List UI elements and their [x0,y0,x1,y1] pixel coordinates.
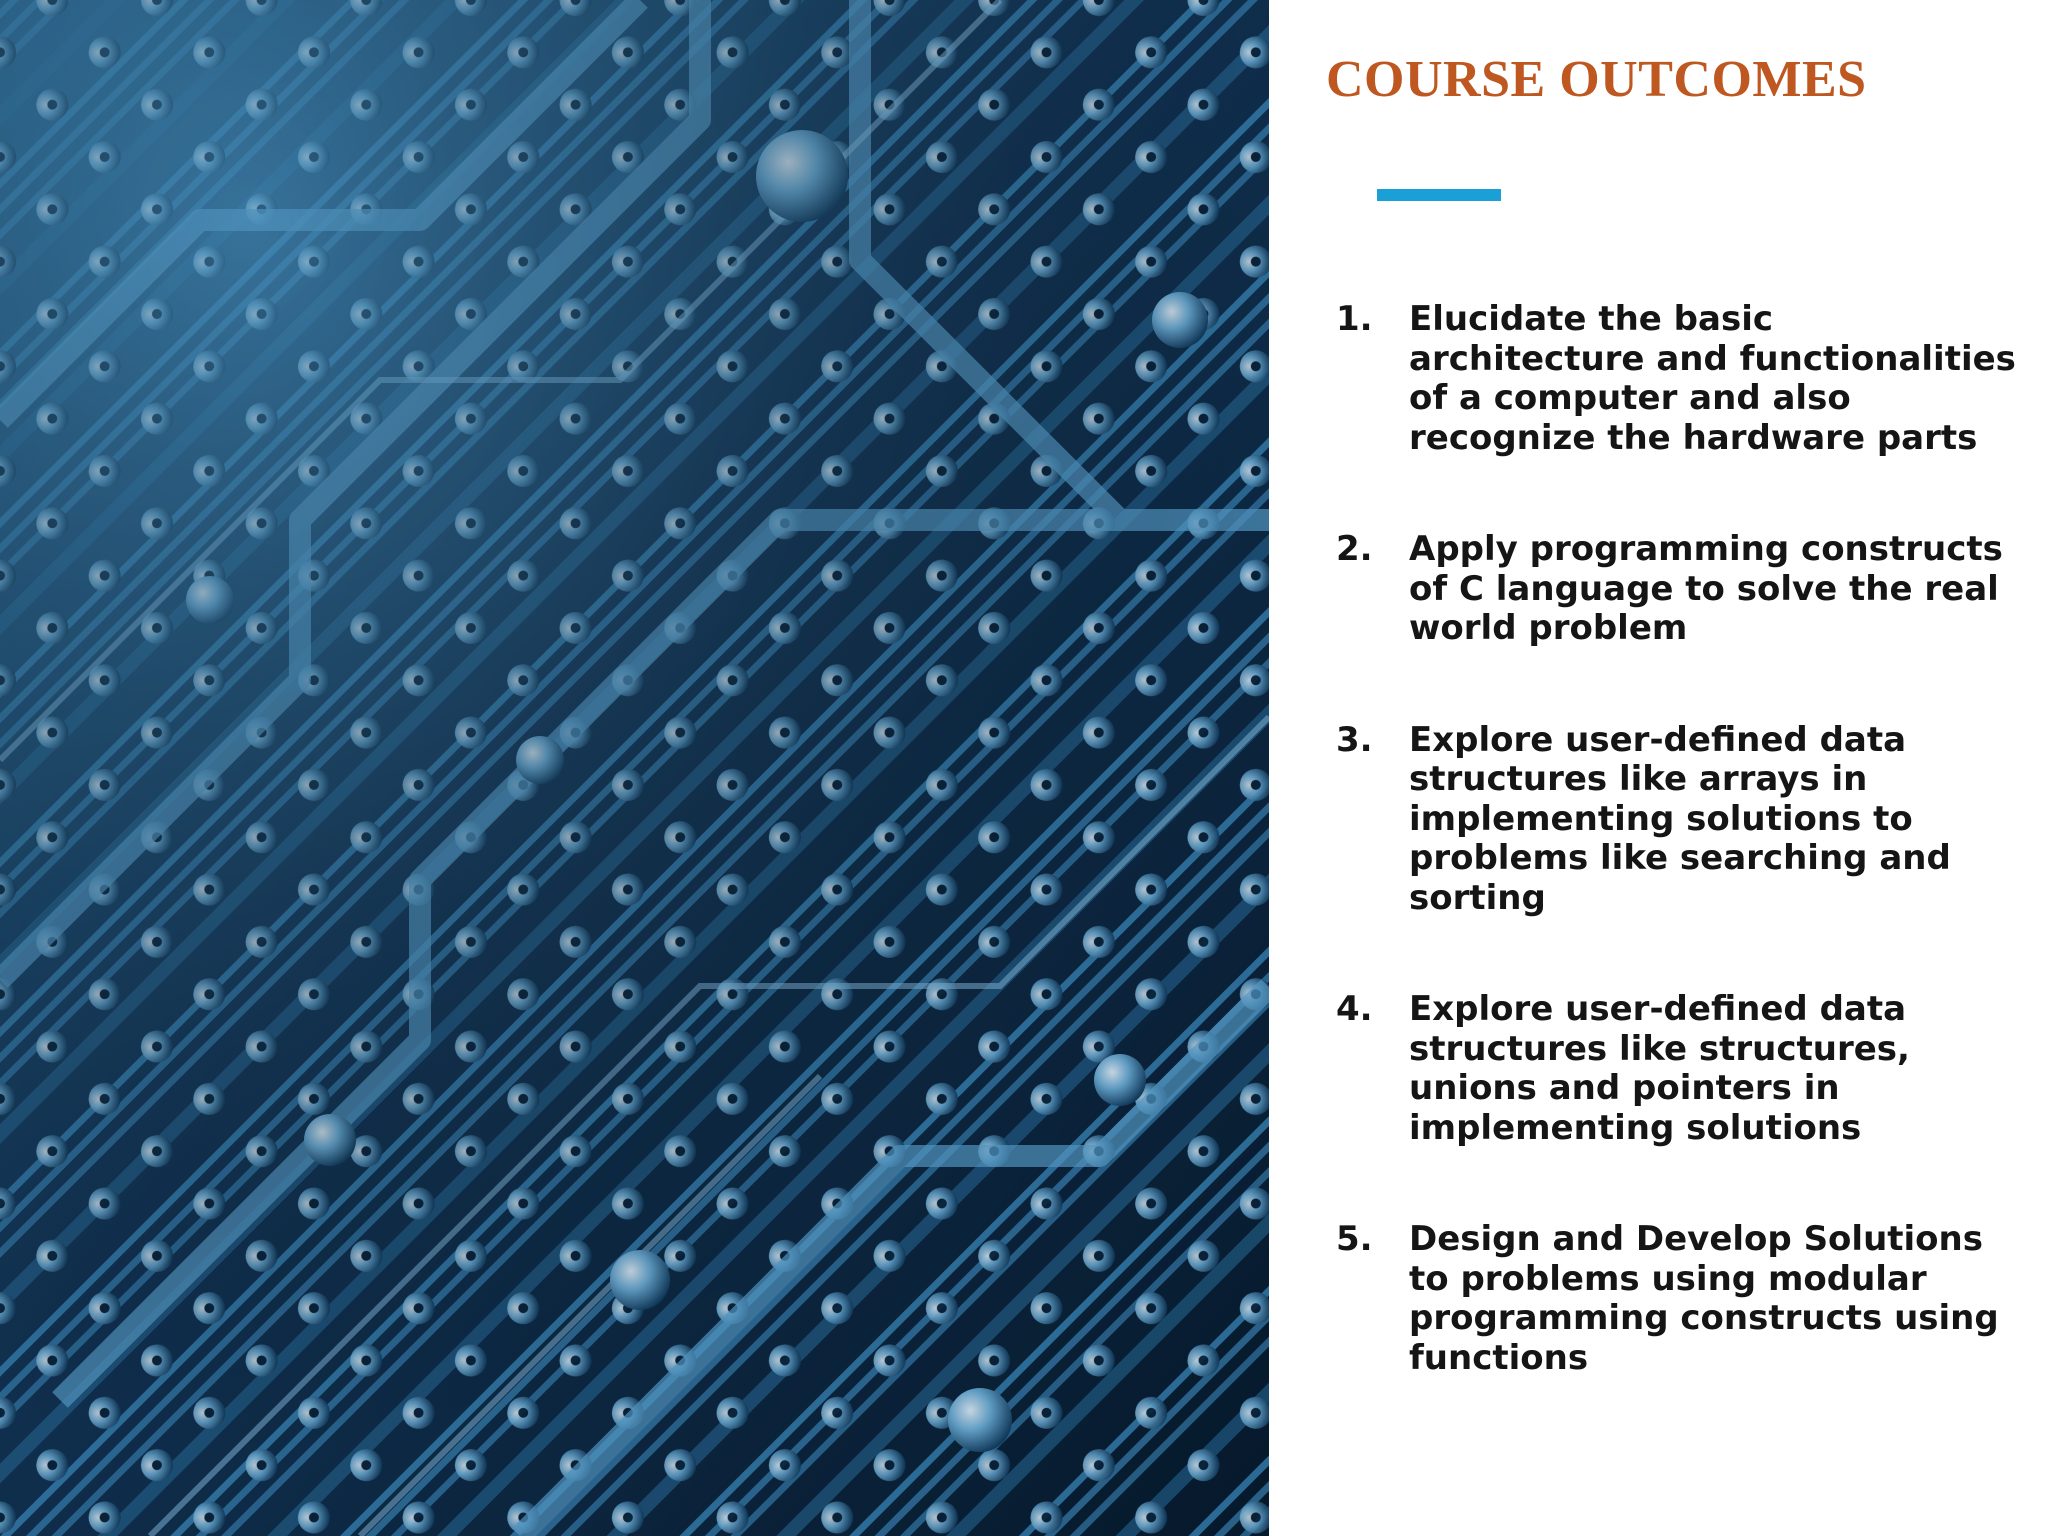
outcome-text: Apply programming constructs of C language to solve the real world problem [1409,529,2003,648]
outcome-item-5 [1330,1220,2020,1378]
outcome-text: Design and Develop Solutions to problems using modular programming constructs using functions [1409,1219,1999,1378]
outcome-number: 1. [1336,299,1373,339]
outcome-text: Explore user-defined data structures like arrays in implementing solutions to problems like searching and sorting [1409,719,1951,918]
outcome-item-3 [1330,721,2020,919]
outcome-text: Explore user-defined data structures like structures, unions and pointers in implementing solutions [1409,989,1910,1148]
outcome-number: 2. [1336,529,1373,569]
outcome-item-1 [1330,300,2020,458]
outcome-text: Elucidate the basic architecture and functionalities of a computer and also recognize the hardware parts [1409,299,2016,458]
course-outcomes-list [1330,300,2020,1378]
outcome-number: 3. [1336,719,1373,760]
outcome-item-4 [1330,990,2020,1148]
outcome-item-2 [1330,530,2020,649]
outcome-number: 5. [1336,1219,1373,1259]
title-accent-bar [1377,189,1501,201]
slide-title: COURSE OUTCOMES [1326,51,1867,108]
outcome-number: 4. [1336,989,1373,1029]
